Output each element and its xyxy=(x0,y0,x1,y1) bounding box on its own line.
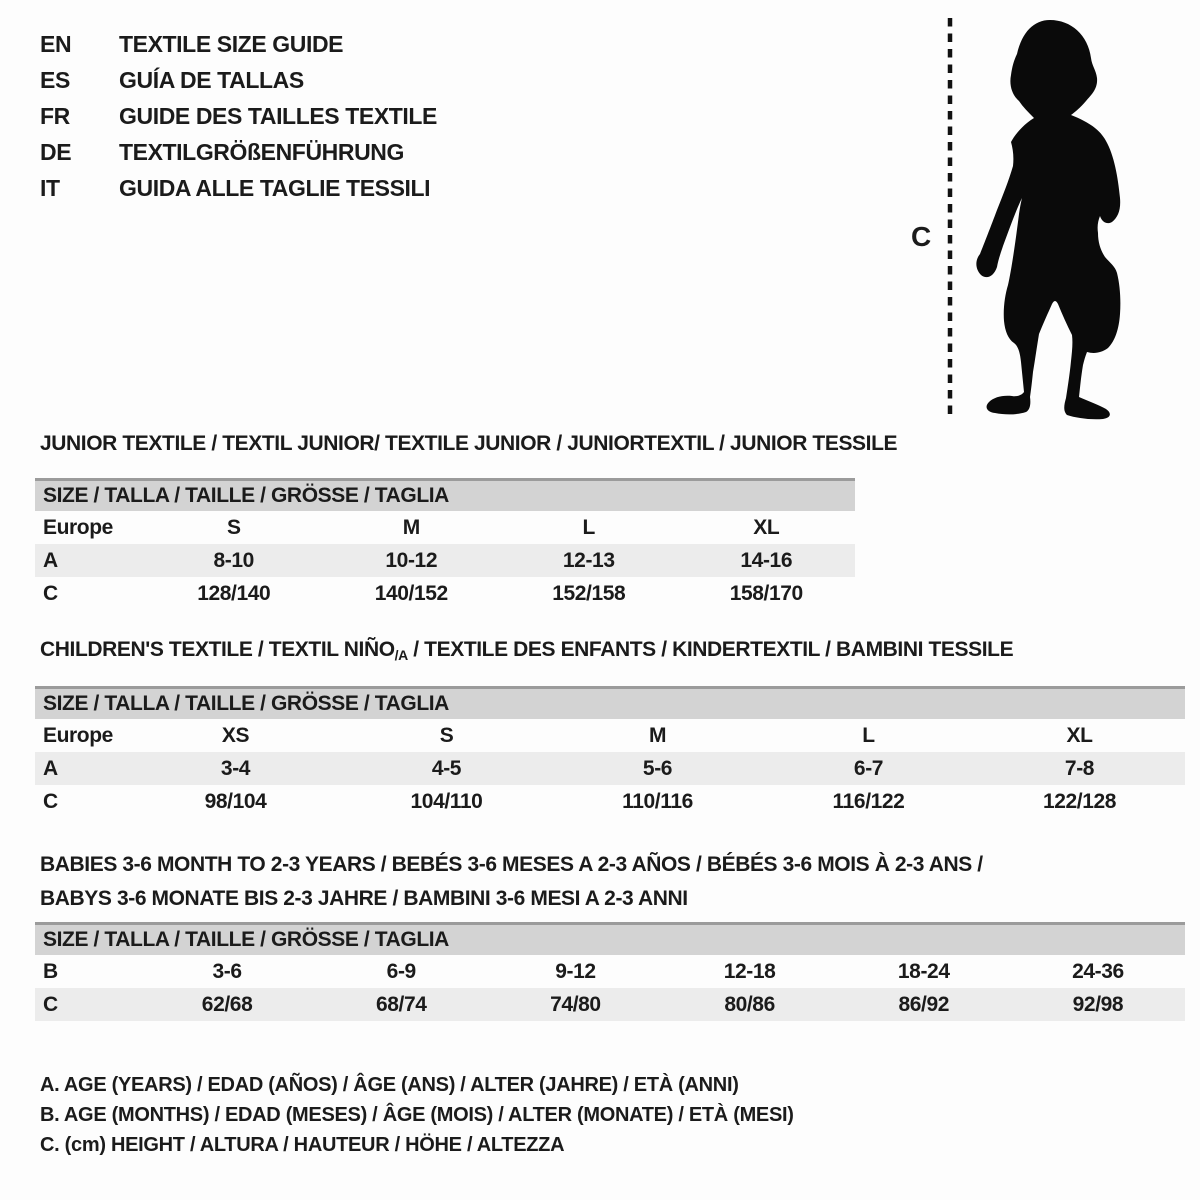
age-cell: 3-4 xyxy=(220,756,251,780)
lang-row-fr xyxy=(40,98,437,134)
months-cell: 3-6 xyxy=(212,959,242,983)
age-cell: 6-7 xyxy=(853,756,884,780)
height-cell: 152/158 xyxy=(552,581,626,605)
table-row-height xyxy=(35,988,1185,1021)
height-cell: 110/116 xyxy=(622,789,693,813)
size-header-text: SIZE / TALLA / TAILLE / GRÖSSE / TAGLIA xyxy=(43,484,449,507)
babies-title-line2: BABYS 3-6 MONATE BIS 2-3 JAHRE / BAMBINI 3-6 MESI A 2-3 ANNI xyxy=(40,887,688,910)
table-row-age xyxy=(35,752,1185,785)
height-cell: 86/92 xyxy=(898,992,950,1016)
height-cell: 116/122 xyxy=(832,789,905,813)
height-cell: 62/68 xyxy=(201,992,253,1016)
size-cell: M xyxy=(402,515,420,539)
age-cell: 7-8 xyxy=(1064,756,1095,780)
lang-row-de xyxy=(40,134,437,170)
babies-section-title xyxy=(40,848,983,916)
row-label: B xyxy=(43,959,58,983)
children-title-subscript: /A xyxy=(394,647,408,663)
row-label: C xyxy=(43,992,58,1016)
lang-code: IT xyxy=(40,174,60,201)
lang-row-it xyxy=(40,170,437,206)
children-title-part1: CHILDREN'S TEXTILE / TEXTIL NIÑO xyxy=(40,638,395,661)
height-cell: 158/170 xyxy=(729,581,803,605)
size-header-text: SIZE / TALLA / TAILLE / GRÖSSE / TAGLIA xyxy=(43,692,449,715)
height-cell: 74/80 xyxy=(550,992,601,1016)
lang-title: GUÍA DE TALLAS xyxy=(119,66,304,93)
height-cell: 122/128 xyxy=(1042,789,1117,813)
legend-line-c: C. (cm) HEIGHT / ALTURA / HAUTEUR / HÖHE / ALTEZZA xyxy=(40,1134,565,1156)
age-cell: 4-5 xyxy=(431,756,462,780)
size-cell: XS xyxy=(221,723,250,747)
months-cell: 9-12 xyxy=(555,959,596,983)
months-cell: 6-9 xyxy=(386,959,416,983)
lang-title: GUIDA ALLE TAGLIE TESSILI xyxy=(119,174,431,201)
age-cell: 14-16 xyxy=(740,548,793,572)
children-title-part2: / TEXTILE DES ENFANTS / KINDERTEXTIL / BAMBINI TESSILE xyxy=(407,638,1014,661)
size-cell: L xyxy=(862,723,875,747)
table-row-europe xyxy=(35,719,1185,752)
size-header-bar xyxy=(35,686,1185,719)
measurement-figure xyxy=(895,6,1155,430)
months-cell: 12-18 xyxy=(723,959,776,983)
size-cell: XL xyxy=(1066,723,1093,747)
lang-code: FR xyxy=(40,102,70,129)
lang-title: GUIDE DES TAILLES TEXTILE xyxy=(119,102,437,129)
lang-title: TEXTILE SIZE GUIDE xyxy=(119,30,344,57)
height-cell: 68/74 xyxy=(375,992,427,1016)
junior-section-title: JUNIOR TEXTILE / TEXTIL JUNIOR/ TEXTILE JUNIOR / JUNIORTEXTIL / JUNIOR TESSILE xyxy=(40,432,898,455)
row-label: A xyxy=(43,756,58,780)
babies-size-table xyxy=(35,922,1185,1021)
height-cell: 98/104 xyxy=(204,789,267,813)
size-cell: S xyxy=(439,723,454,747)
children-size-table xyxy=(35,686,1185,818)
row-label: C xyxy=(43,581,58,605)
size-header-text: SIZE / TALLA / TAILLE / GRÖSSE / TAGLIA xyxy=(43,928,449,951)
height-cell: 92/98 xyxy=(1072,992,1124,1016)
language-title-list xyxy=(40,26,437,206)
lang-title: TEXTILGRÖßENFÜHRUNG xyxy=(119,138,404,165)
children-section-title xyxy=(40,638,1013,663)
table-row-europe xyxy=(35,511,855,544)
lang-code: DE xyxy=(40,138,72,165)
junior-size-table xyxy=(35,478,855,610)
toddler-silhouette-icon xyxy=(976,20,1120,419)
row-label: Europe xyxy=(43,515,113,539)
age-cell: 5-6 xyxy=(642,756,673,780)
age-cell: 12-13 xyxy=(562,548,615,572)
table-row-height xyxy=(35,577,855,610)
legend xyxy=(40,1070,794,1160)
lang-code: EN xyxy=(40,30,72,57)
table-row-age xyxy=(35,544,855,577)
size-cell: M xyxy=(648,723,667,747)
size-header-bar xyxy=(35,478,855,511)
lang-row-es xyxy=(40,62,437,98)
height-cell: 140/152 xyxy=(374,581,448,605)
months-cell: 24-36 xyxy=(1072,959,1124,983)
months-cell: 18-24 xyxy=(897,959,950,983)
height-cell: 128/140 xyxy=(197,581,271,605)
row-label: C xyxy=(43,789,58,813)
size-cell: XL xyxy=(753,515,780,539)
table-row-height xyxy=(35,785,1185,818)
size-cell: S xyxy=(226,515,241,539)
age-cell: 8-10 xyxy=(213,548,254,572)
legend-line-b: B. AGE (MONTHS) / EDAD (MESES) / ÂGE (MOIS) / ALTER (MONATE) / ETÀ (MESI) xyxy=(40,1104,794,1126)
babies-title-line1: BABIES 3-6 MONTH TO 2-3 YEARS / BEBÉS 3-6 MESES A 2-3 AÑOS / BÉBÉS 3-6 MOIS À 2-3 ANS / xyxy=(40,853,983,876)
size-cell: L xyxy=(582,515,595,539)
age-cell: 10-12 xyxy=(385,548,438,572)
row-label: Europe xyxy=(43,723,113,747)
legend-line-a: A. AGE (YEARS) / EDAD (AÑOS) / ÂGE (ANS) / ALTER (JAHRE) / ETÀ (ANNI) xyxy=(40,1074,739,1096)
size-header-bar xyxy=(35,922,1185,955)
height-cell: 104/110 xyxy=(410,789,483,813)
row-label: A xyxy=(43,548,58,572)
lang-code: ES xyxy=(40,66,70,93)
height-measure-label: C xyxy=(911,221,932,252)
lang-row-en xyxy=(40,26,437,62)
table-row-months xyxy=(35,955,1185,988)
height-cell: 80/86 xyxy=(724,992,775,1016)
